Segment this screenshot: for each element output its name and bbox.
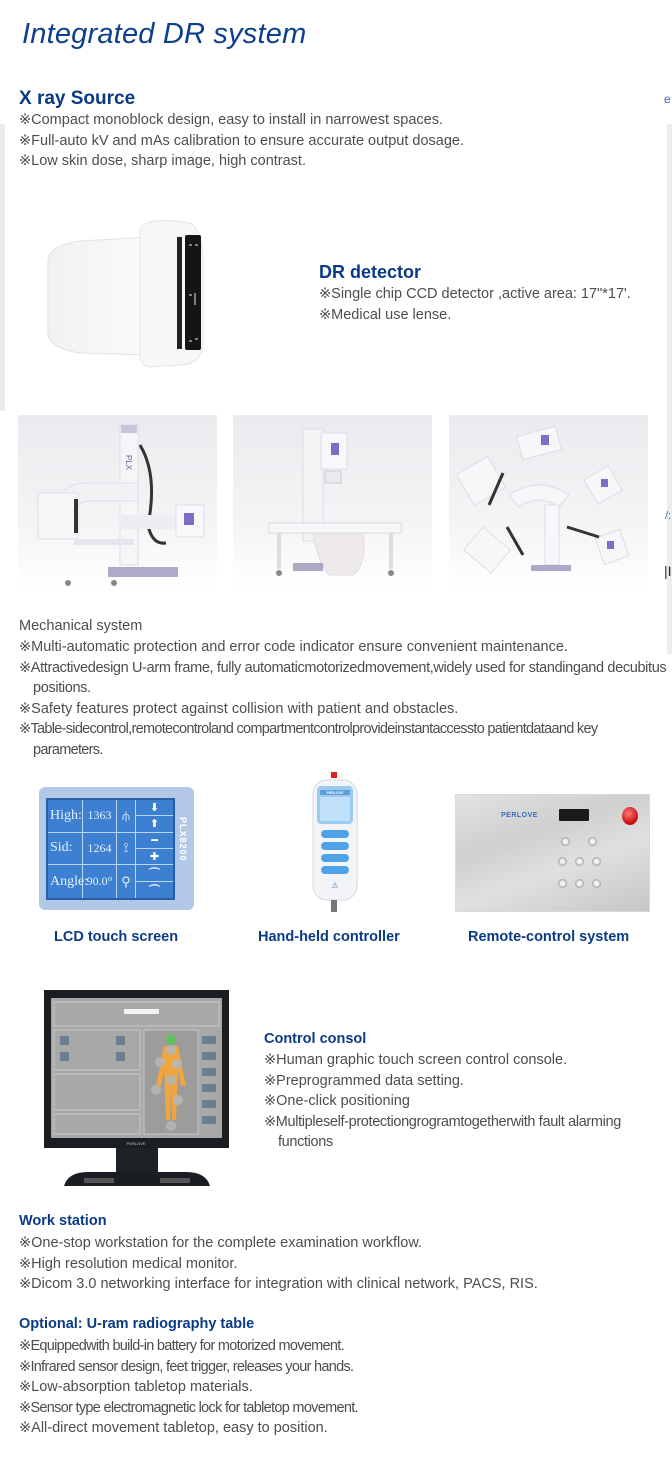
- xray-source-heading: X ray Source: [19, 88, 136, 109]
- optional-table-heading: Optional: U-ram radiography table: [19, 1316, 255, 1332]
- lcd-model-label: PLX8200: [178, 817, 188, 862]
- list-item: ※One-click positioning: [264, 1093, 410, 1110]
- lcd-label: High:: [48, 800, 83, 833]
- list-item: ※Dicom 3.0 networking interface for integration with clinical network, PACS, RIS.: [19, 1276, 538, 1293]
- mechanical-system-heading: Mechanical system: [19, 618, 143, 634]
- height-icon: ⫛: [117, 800, 136, 833]
- lcd-button-pair: [136, 833, 173, 866]
- svg-text:⚠: ⚠: [331, 881, 339, 890]
- hand-held-controller-image: [307, 772, 363, 912]
- list-item: ※Multipleself-protectiongrogramtogetherwith fault alarming functions: [264, 1113, 621, 1151]
- work-station-heading: Work station: [19, 1213, 107, 1229]
- list-item: ※Compact monoblock design, easy to install in narrowest spaces.: [19, 112, 443, 128]
- list-item: ※Human graphic touch screen control console.: [264, 1052, 568, 1068]
- edge-fragment: /:: [665, 510, 672, 522]
- monitor-brand-label: PERLOVE: [126, 1141, 146, 1146]
- lcd-button-pair: [136, 800, 173, 833]
- control-consol-heading: Control consol: [264, 1031, 367, 1047]
- lcd-label: Angle:: [48, 865, 83, 898]
- list-item: ※Medical use lense.: [319, 306, 452, 323]
- knob-icon: [561, 837, 570, 846]
- list-item: ※Single chip CCD detector ,active area: 17"*17'.: [319, 286, 631, 302]
- dr-detector-image: [40, 215, 210, 375]
- arrow-up-icon: ⬆: [149, 817, 160, 831]
- list-item: ※Infrared sensor design, feet trigger, releases your hands.: [19, 1358, 354, 1375]
- hand-held-caption: Hand-held controller: [258, 929, 400, 945]
- arc-icon: ⌒: [136, 865, 173, 882]
- emergency-stop-icon: [622, 807, 638, 825]
- knob-icon: [588, 837, 597, 846]
- brand-label: PERLOVE: [326, 791, 344, 795]
- list-item: ※Sensor type electromagnetic lock for tabletop movement.: [19, 1399, 358, 1416]
- plus-icon: ✚: [149, 849, 160, 863]
- minus-icon: ━: [136, 833, 173, 849]
- dr-detector-bullets: [319, 284, 631, 325]
- u-arm-rotation-photo: [449, 415, 648, 589]
- list-item: ※Full-auto kV and mAs calibration to ensure accurate output dosage.: [19, 132, 464, 149]
- control-console-monitor-image: [44, 990, 229, 1195]
- remote-control-panel-image: [455, 794, 650, 912]
- arrow-down-icon: ⬇: [136, 800, 173, 816]
- lcd-value: 1363: [83, 800, 117, 833]
- list-item: ※One-stop workstation for the complete examination workflow.: [19, 1235, 423, 1251]
- knob-icon: [592, 879, 601, 888]
- angle-icon: ⚲: [117, 865, 136, 898]
- brand-label: PERLOVE: [501, 812, 538, 819]
- list-item: ※Table-sidecontrol,remotecontroland compartmentcontrolprovideinstantaccessto patientdataand key parameters.: [19, 721, 598, 758]
- optional-table-bullets: [19, 1336, 358, 1439]
- lcd-button-pair: [136, 865, 173, 898]
- list-item: ※All-direct movement tabletop, easy to position.: [19, 1420, 328, 1437]
- edge-fragment: e: [664, 92, 671, 106]
- list-item: ※Equippedwith build-in battery for motorized movement.: [19, 1338, 344, 1354]
- list-item: ※Low-absorption tabletop materials.: [19, 1379, 253, 1396]
- status-display: [559, 809, 589, 821]
- knob-icon: [592, 857, 601, 866]
- list-item: ※Preprogrammed data setting.: [264, 1072, 464, 1089]
- sid-icon: ⟟: [117, 833, 136, 866]
- u-arm-standing-photo: [18, 415, 217, 589]
- list-item: ※Safety features protect against collision with patient and obstacles.: [19, 700, 459, 717]
- edge-fragment: |I: [664, 563, 672, 579]
- dr-detector-heading: DR detector: [319, 262, 422, 282]
- lcd-caption: LCD touch screen: [54, 929, 179, 945]
- knob-icon: [558, 857, 567, 866]
- lcd-label: Sid:: [48, 833, 83, 866]
- arc-icon: ⌒: [149, 884, 160, 897]
- mechanical-system-bullets: [19, 637, 669, 761]
- page-title: Integrated DR system: [22, 18, 307, 50]
- work-station-bullets: [19, 1233, 538, 1295]
- remote-caption: Remote-control system: [468, 929, 630, 945]
- knob-icon: [575, 879, 584, 888]
- list-item: ※Multi-automatic protection and error code indicator ensure convenient maintenance.: [19, 639, 568, 655]
- knob-icon: [575, 857, 584, 866]
- lcd-display: [46, 798, 175, 900]
- lcd-value: 90.0°: [83, 865, 117, 898]
- lcd-touch-screen-image: [39, 787, 194, 910]
- list-item: ※Attractivedesign U-arm frame, fully automaticmotorizedmovement,widely used for standingand decubitus positions.: [19, 659, 667, 697]
- lcd-value: 1264: [83, 833, 117, 866]
- control-consol-bullets: [264, 1050, 670, 1153]
- frame-band-left: [0, 124, 5, 411]
- xray-source-bullets: [19, 110, 464, 172]
- u-arm-table-photo: [233, 415, 432, 589]
- device-label: PLX: [124, 455, 133, 471]
- list-item: ※Low skin dose, sharp image, high contrast.: [19, 153, 306, 170]
- list-item: ※High resolution medical monitor.: [19, 1255, 238, 1272]
- knob-icon: [558, 879, 567, 888]
